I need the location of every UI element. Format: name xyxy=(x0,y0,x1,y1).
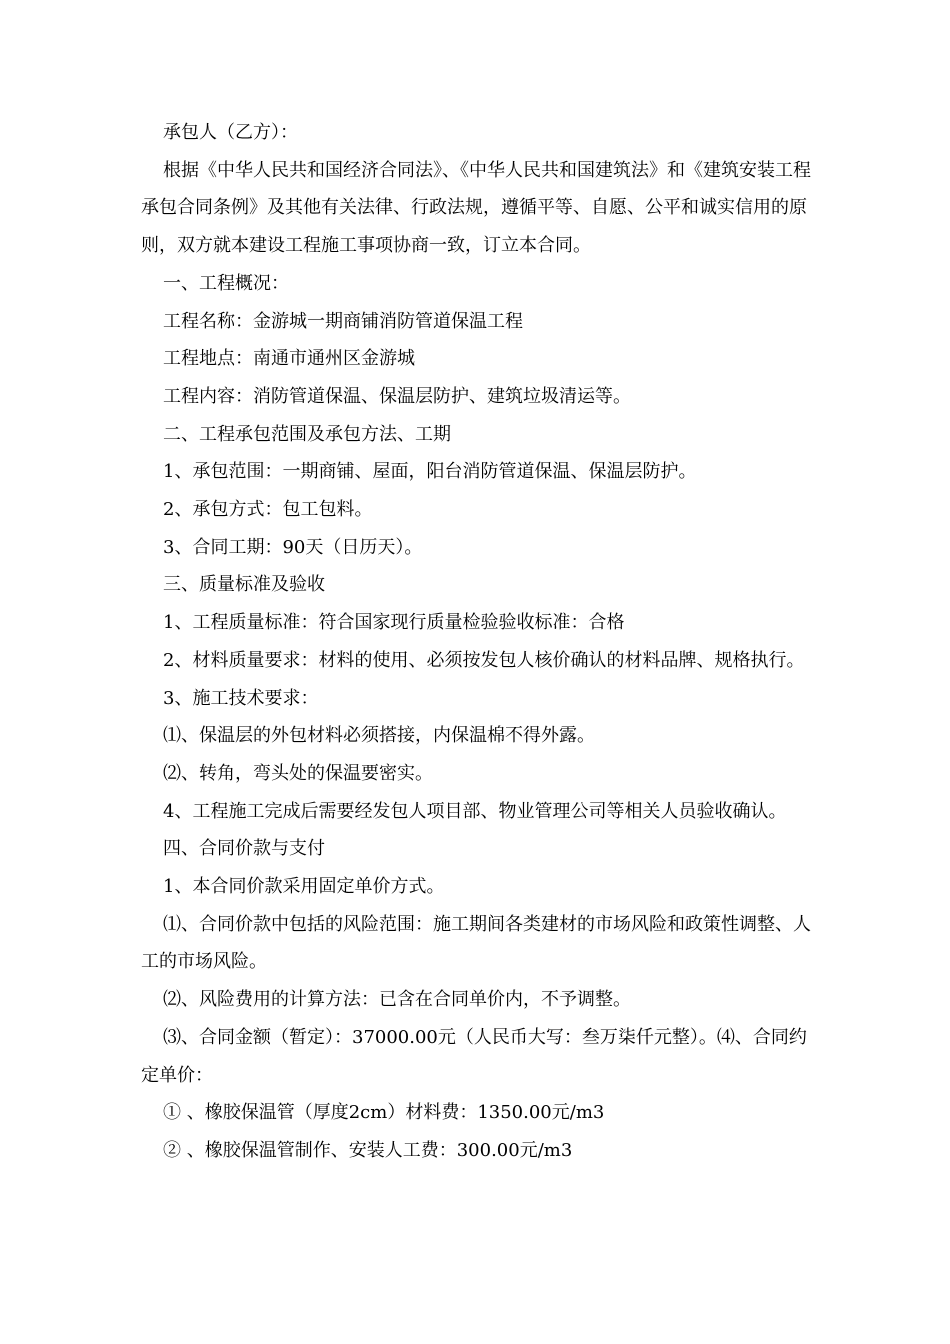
contract-period-line: 3、合同工期：90天（日历天）。 xyxy=(163,536,423,558)
section-heading-scope-method-period: 二、工程承包范围及承包方法、工期 xyxy=(163,423,451,445)
project-content-line: 工程内容：消防管道保温、保温层防护、建筑垃圾清运等。 xyxy=(163,385,631,407)
document-body xyxy=(141,114,821,1170)
project-name-line: 工程名称：金游城一期商铺消防管道保温工程 xyxy=(163,310,523,332)
fixed-unit-price-line: 1、本合同价款采用固定单价方式。 xyxy=(163,876,445,898)
contract-amount-paragraph: ⑶、合同金额（暂定）：37000.00元（人民币大写：叁万柒仟元整）。⑷、合同约定单价： xyxy=(141,1026,807,1086)
contractor-party-line: 承包人（乙方）： xyxy=(163,122,298,143)
project-location-line: 工程地点：南通市通州区金游城 xyxy=(163,348,415,370)
section-heading-quality-acceptance: 三、质量标准及验收 xyxy=(163,574,325,596)
unit-price-item-2: ② 、橡胶保温管制作、安装人工费：300.00元/m3 xyxy=(163,1139,573,1161)
technical-requirements-heading: 3、施工技术要求： xyxy=(163,687,319,709)
unit-price-item-1: ① 、橡胶保温管（厚度2cm）材料费：1350.00元/m3 xyxy=(163,1102,605,1124)
quality-standard-line: 1、工程质量标准：符合国家现行质量检验验收标准：合格 xyxy=(163,612,625,634)
contract-scope-line: 1、承包范围：一期商铺、屋面，阳台消防管道保温、保温层防护。 xyxy=(163,461,697,483)
section-heading-project-overview: 一、工程概况： xyxy=(163,272,289,294)
contract-method-line: 2、承包方式：包工包料。 xyxy=(163,499,373,521)
material-quality-paragraph: 2、材料质量要求：材料的使用、必须按发包人核价确认的材料品牌、规格执行。 xyxy=(163,649,805,671)
preamble-paragraph: 根据《中华人民共和国经济合同法》、《中华人民共和国建筑法》和《建筑安装工程承包合同条例》及其他有关法律、行政法规，遵循平等、自愿、公平和诚实信用的原则，双方就本建设工程施工事项协商一致，订立本合同。 xyxy=(141,159,811,257)
technical-requirement-1: ⑴、保温层的外包材料必须搭接，内保温棉不得外露。 xyxy=(163,725,595,747)
risk-cost-method-line: ⑵、风险费用的计算方法：已含在合同单价内，不予调整。 xyxy=(163,989,631,1011)
section-heading-price-payment: 四、合同价款与支付 xyxy=(163,838,325,860)
risk-scope-paragraph: ⑴、合同价款中包括的风险范围：施工期间各类建材的市场风险和政策性调整、人工的市场风险。 xyxy=(141,913,811,973)
acceptance-confirmation-line: 4、工程施工完成后需要经发包人项目部、物业管理公司等相关人员验收确认。 xyxy=(163,800,787,822)
technical-requirement-2: ⑵、转角，弯头处的保温要密实。 xyxy=(163,762,433,784)
